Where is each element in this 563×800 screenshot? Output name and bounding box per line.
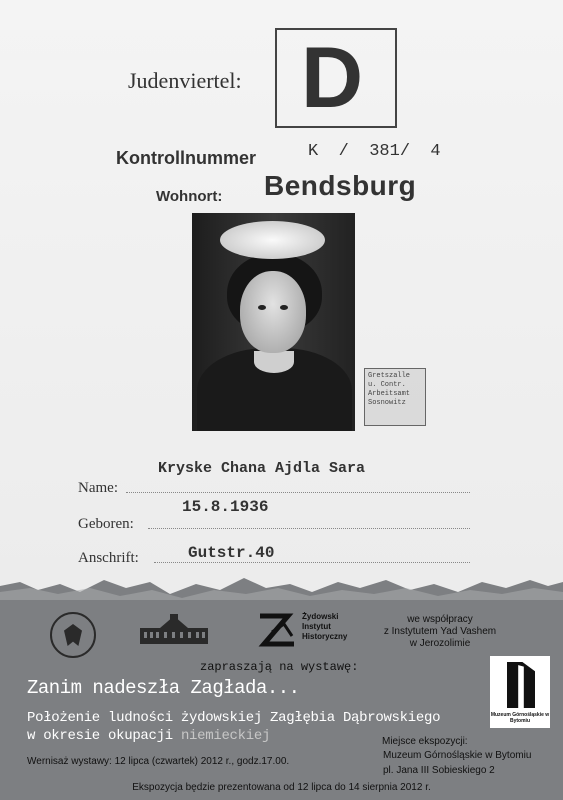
invite-text: zapraszają na wystawę: xyxy=(200,660,359,674)
geboren-value: 15.8.1936 xyxy=(182,498,269,516)
exhibition-subtitle-line1: Położenie ludności żydowskiej Zagłębia Dąbrowskiego xyxy=(27,710,441,726)
kontrollnummer-value: K / 381/ 4 xyxy=(308,142,441,161)
museum-logo-name: Muzeum Górnośląskie w Bytomiu xyxy=(490,712,550,724)
exhibition-subtitle-line2: w okresie okupacji niemieckiej xyxy=(27,728,271,744)
collar-shape xyxy=(254,351,294,373)
place-line2: pl. Jana III Sobieskiego 2 xyxy=(383,765,495,776)
vernissage-info: Wernisaż wystawy: 12 lipca (czwartek) 2012 r., godz.17.00. xyxy=(27,756,290,767)
face-shape xyxy=(240,271,306,353)
cooperation-text: we współpracy z Instytutem Yad Vashem w Jerozolimie xyxy=(383,614,497,649)
place-label: Miejsce ekspozycji: xyxy=(382,736,468,747)
zih-logo-icon xyxy=(258,612,300,648)
geboren-label: Geboren: xyxy=(78,516,134,532)
photo-stamp: Gretszalle u. Contr. Arbeitsamt Sosnowitz xyxy=(364,368,426,426)
name-value: Kryske Chana Ajdla Sara xyxy=(158,460,366,477)
name-label: Name: xyxy=(78,480,118,496)
exhibition-title: Zanim nadeszła Zagłada... xyxy=(27,677,300,699)
hair-bow-shape xyxy=(220,221,325,259)
kontrollnummer-label: Kontrollnummer xyxy=(116,148,257,168)
exhibition-dates: Ekspozycja będzie prezentowana od 12 lipca do 14 sierpnia 2012 r. xyxy=(132,782,431,793)
district-letter: D xyxy=(300,30,364,126)
wohnort-label: Wohnort: xyxy=(156,188,223,205)
place-line1: Muzeum Górnośląskie w Bytomiu xyxy=(383,750,532,761)
portrait-photo xyxy=(192,213,355,431)
anschrift-label: Anschrift: xyxy=(78,550,139,566)
wohnort-value: Bendsburg xyxy=(264,170,417,201)
anschrift-value: Gutstr.40 xyxy=(188,544,275,562)
building-logo-icon xyxy=(140,614,208,644)
judenviertel-label: Judenviertel: xyxy=(128,68,242,93)
zih-logo-text: Żydowski Instytut Historyczny xyxy=(302,612,348,641)
